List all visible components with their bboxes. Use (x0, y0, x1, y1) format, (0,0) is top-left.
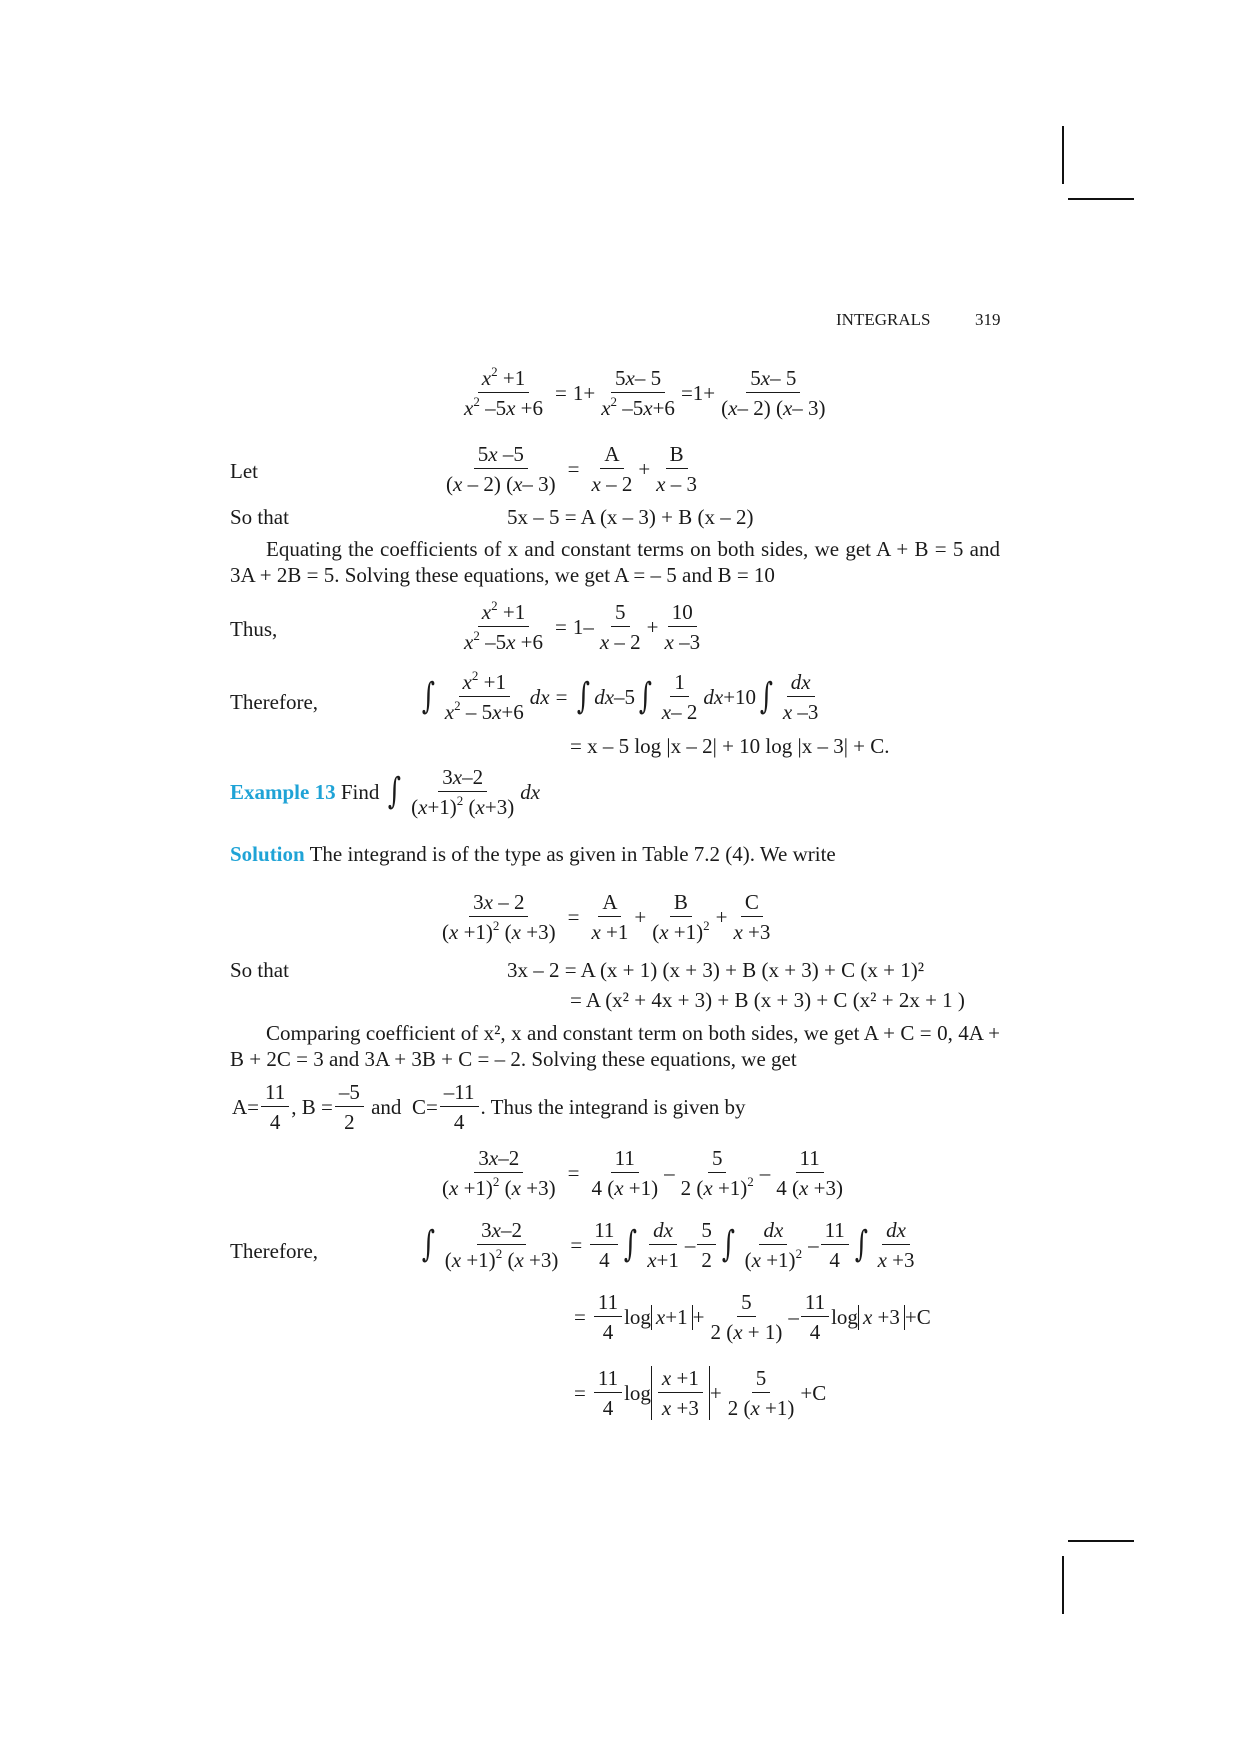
solution-label: Solution (230, 842, 305, 866)
label-so-that-2: So that (230, 958, 289, 982)
paragraph-comparing: Comparing coefficient of x², x and constant term on both sides, we get A + C = 0, 4A + B + 2C = 3 and 3A + 3B + C = – 2. Solving these equations, we get (230, 1021, 1000, 1071)
label-therefore-1: Therefore, (230, 690, 319, 714)
label-so-that-1: So that (230, 505, 289, 529)
example-13: Example 13 Find ∫ 3x–2 $(x+1)^2$ (x+3) dx (230, 765, 541, 820)
and-word: and (371, 1094, 402, 1119)
equation-integral-2: ∫ $\frac{3x-2}{(x +1)^2 (x +3)}$ = $\frac{11}{4}$ ∫ dx x+1 – 5 2 ∫ dx $(x +1)^2$ – 11 4 ∫ dx x +3 (421, 1218, 915, 1273)
label-let: Let (230, 459, 258, 483)
example-find: Find (340, 779, 380, 804)
equation-so-that-1: 5x – 5 = A (x – 3) + B (x – 2) (507, 505, 754, 529)
example-label: Example 13 (230, 779, 336, 804)
equation-division: $\frac{x^2 +1}{x^2 -5x +6}$ = 1+ $\frac{5x- 5}{x^2 -5x+6}$ =1+ 5x– 5 (x– 2) (x– 3) (464, 364, 826, 421)
equation-thus: $\frac{x^2 +1}{x^2 -5x +6}$ = 1– $\frac{5}{x - 2}$ + 10 x –3 (464, 598, 701, 655)
solution-line (230, 842, 836, 867)
thus-integrand-text: . Thus the integrand is given by (480, 1094, 746, 1119)
coefficient-values: A= 11 4 , B = –5 2 and C= –11 4 . Thus the integrand is given by (232, 1080, 746, 1135)
equation-expand: = A (x² + 4x + 3) + B (x + 3) + C (x² + 2x + 1 ) (570, 988, 965, 1012)
equation-integrand-decomposed: $\frac{3x-2}{(x +1)^2 (x +3)}$ = $\frac{11}{4 (x +1)}$ – 5 2 $(x +1)^2$ – 11 4 (x +3) (442, 1146, 843, 1201)
solution-text: The integrand is of the type as given in Table 7.2 (4). We write (309, 842, 836, 866)
equation-result-1: = x – 5 log |x – 2| + 10 log |x – 3| + C. (570, 734, 890, 758)
crop-mark-top-vertical (1062, 126, 1064, 184)
crop-mark-top-horizontal (1068, 198, 1134, 200)
equation-partial-fraction-setup: $\frac{5x -5}{(x - 2) (x- 3)}$ = $\frac{A}{x - 2}$ + B x – 3 (446, 442, 697, 497)
label-thus: Thus, (230, 617, 278, 641)
equation-final-result: = $\frac{11}{4}$ log $\frac{x +1}{x +3}$ + 5 2 (x +1) +C (574, 1366, 827, 1421)
equation-so-that-2: 3x – 2 = A (x + 1) (x + 3) + B (x + 3) + C (x + 1)² (507, 958, 925, 982)
equation-integral-1: ∫ $x^2 +1$ $x^2 - 5x+6$ dx = ∫ dx –5 ∫ 1 x– 2 dx +10 ∫ dx x –3 (421, 668, 819, 725)
label-therefore-2: Therefore, (230, 1239, 319, 1263)
running-header-title: INTEGRALS (836, 310, 931, 329)
crop-mark-bottom-vertical (1062, 1556, 1064, 1614)
paragraph-equating: Equating the coefficients of x and constant terms on both sides, we get A + B = 5 and 3A + 2B = 5. Solving these equations, we get A = – 5 and B = 10 (230, 537, 1000, 587)
page-number: 319 (975, 310, 1001, 329)
crop-mark-bottom-horizontal (1068, 1540, 1134, 1542)
equation-partial-fraction-2: $\frac{3x - 2}{(x +1)^2 (x +3)}$ = $\frac{A}{x +1}$ + B $(x +1)^2$ + C x +3 (442, 890, 771, 945)
equation-result-2: = $\frac{11}{4}$ log x+1 + 5 2 (x + 1) – 11 4 log x +3 +C (574, 1290, 931, 1345)
